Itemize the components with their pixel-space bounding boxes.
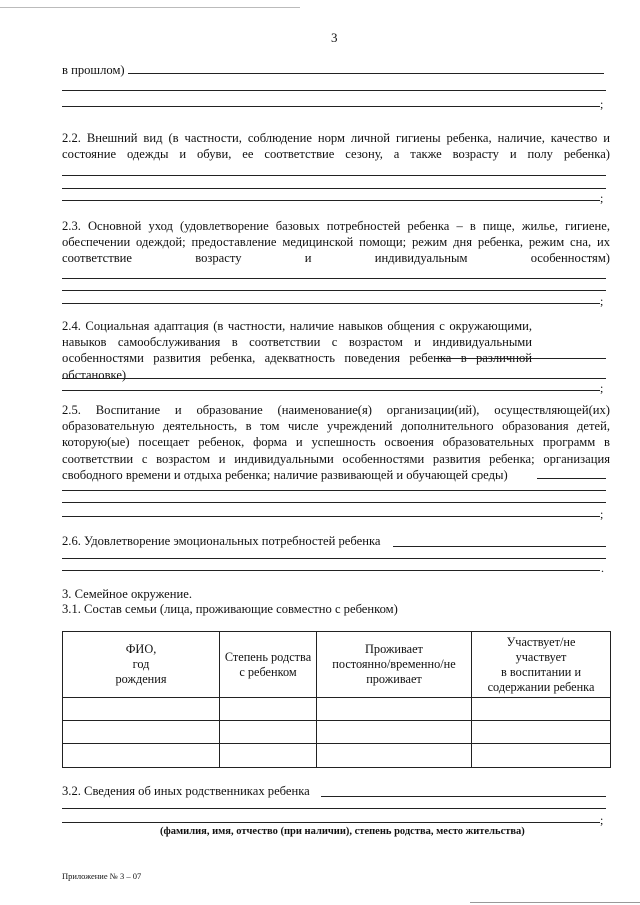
answer-line[interactable]	[62, 106, 600, 107]
header-residence: Проживает постоянно/временно/не проживает	[317, 632, 472, 698]
answer-field[interactable]	[321, 796, 606, 797]
answer-line[interactable]	[62, 188, 606, 189]
relatives-caption: (фамилия, имя, отчество (при наличии), степень родства, место жительства)	[160, 826, 525, 837]
table-cell[interactable]	[63, 698, 220, 721]
answer-field[interactable]	[436, 358, 606, 359]
answer-line[interactable]	[62, 490, 606, 491]
table-row	[63, 698, 611, 721]
answer-line[interactable]	[62, 558, 606, 559]
header-participation: Участвует/не участвует в воспитании и содержании ребенка	[472, 632, 611, 698]
scan-edge	[0, 7, 300, 8]
answer-line[interactable]	[62, 570, 600, 571]
answer-line[interactable]	[62, 822, 600, 823]
answer-line[interactable]	[62, 175, 606, 176]
section-3-1-heading: 3.1. Состав семьи (лица, проживающие совместно с ребенком)	[62, 602, 398, 616]
table-cell[interactable]	[472, 698, 611, 721]
table-cell[interactable]	[472, 744, 611, 768]
section-2-3: 2.3. Основной уход (удовлетворение базовых потребностей ребенка – в пище, жилье, гигиене, обеспечении одеждой; предоставление медицинской помощи; режим дня ребенка, режим сна, их соответствие возрасту и индивидуальным особенностям)	[62, 219, 610, 266]
answer-line[interactable]	[62, 502, 606, 503]
semicolon: ;	[600, 97, 604, 111]
table-cell[interactable]	[317, 744, 472, 768]
table-cell[interactable]	[220, 721, 317, 744]
family-table	[62, 631, 611, 768]
answer-line[interactable]	[62, 90, 606, 91]
table-header-row	[63, 632, 611, 698]
footer-appendix: Приложение № 3 – 07	[62, 871, 142, 881]
page-number: 3	[331, 30, 338, 45]
header-fio: ФИО, год рождения	[63, 632, 220, 698]
answer-line[interactable]	[62, 200, 600, 201]
semicolon: ;	[600, 507, 604, 521]
semicolon: ;	[600, 191, 604, 205]
section-2-6: 2.6. Удовлетворение эмоциональных потребностей ребенка	[62, 534, 381, 548]
section-2-2: 2.2. Внешний вид (в частности, соблюдение норм личной гигиены ребенка, наличие, качество и состояние одежды и обуви, ее соответствие сезону, а также возрасту и полу ребенка)	[62, 131, 610, 162]
period: .	[601, 561, 604, 575]
section-2-4	[62, 318, 532, 383]
table-cell[interactable]	[317, 721, 472, 744]
section-2-4-text: 2.4. Социальная адаптация (в частности, наличие навыков общения с окружающими, навыков самообслуживания в соответствии с возрастом и индивидуальными особенностями развития ребенка, адекватность поведения ребенка в различной обстановке)	[62, 319, 532, 382]
table-cell[interactable]	[63, 721, 220, 744]
table-cell[interactable]	[317, 698, 472, 721]
table-row	[63, 721, 611, 744]
answer-line[interactable]	[62, 290, 606, 291]
answer-line[interactable]	[62, 303, 600, 304]
semicolon: ;	[600, 381, 604, 395]
answer-line[interactable]	[62, 516, 600, 517]
answer-field[interactable]	[537, 478, 606, 479]
answer-field[interactable]	[393, 546, 606, 547]
semicolon: ;	[600, 294, 604, 308]
table-cell[interactable]	[63, 744, 220, 768]
section-2-5: 2.5. Воспитание и образование (наименование(я) организации(ий), осуществляющей(их) образовательную деятельность, в том числе учреждений дополнительного образования детей, которую(ые) посещает ребенок, форма и успешность освоения образовательных программ в соответствии с возрастом и индивидуальными особенностями развития ребенка; организация свободного времени и отдыха ребенка; наличие развивающей и обучающей среды)	[62, 403, 610, 482]
continuation-line	[62, 62, 610, 78]
scan-edge	[470, 902, 640, 903]
answer-field[interactable]	[128, 63, 604, 74]
table-cell[interactable]	[472, 721, 611, 744]
answer-line[interactable]	[62, 378, 606, 379]
table-row	[63, 744, 611, 768]
answer-line[interactable]	[62, 808, 606, 809]
table-cell[interactable]	[220, 698, 317, 721]
section-3-2: 3.2. Сведения об иных родственниках ребенка	[62, 784, 310, 798]
section-3-heading: 3. Семейное окружение.	[62, 587, 192, 601]
table-cell[interactable]	[220, 744, 317, 768]
header-relation: Степень родства с ребенком	[220, 632, 317, 698]
answer-line[interactable]	[62, 278, 606, 279]
semicolon: ;	[600, 813, 604, 827]
continuation-text: в прошлом)	[62, 63, 125, 77]
answer-line[interactable]	[62, 390, 600, 391]
